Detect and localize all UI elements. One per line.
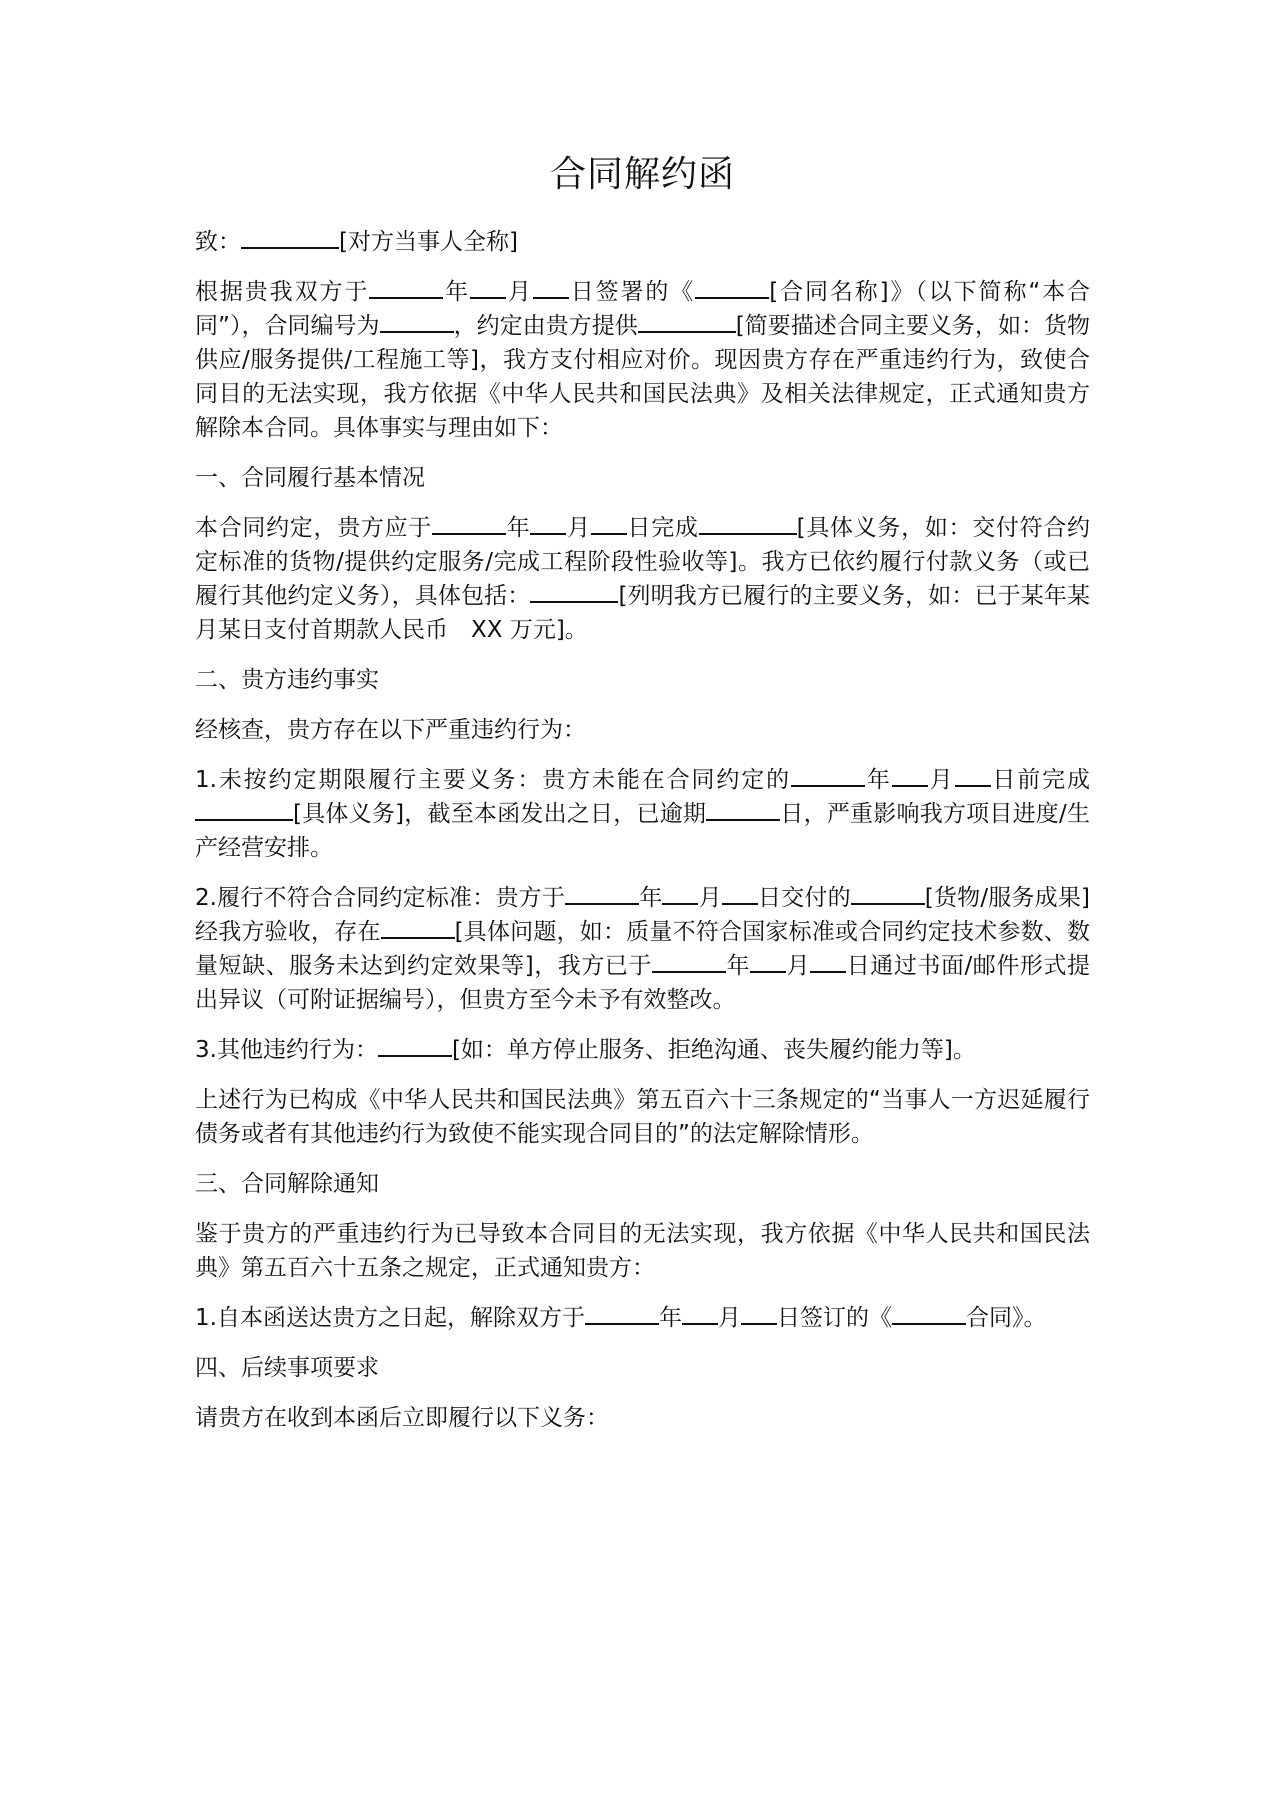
blank-year[interactable] (652, 949, 726, 973)
blank-day[interactable] (810, 949, 846, 973)
blank-day[interactable] (591, 511, 627, 535)
section2-conclusion: 上述行为已构成《中华人民共和国民法典》第五百六十三条规定的“当事人一方迟延履行债务或者有其他违约行为致使不能实现合同目的”的法定解除情形。 (195, 1087, 1090, 1147)
blank-overdue-days[interactable] (706, 797, 780, 821)
blank-day[interactable] (741, 1301, 777, 1325)
addressee-line: 致： [对方当事人全称] (195, 225, 1090, 259)
blank-year[interactable] (565, 881, 639, 905)
blank-year[interactable] (369, 275, 443, 299)
blank-month[interactable] (892, 763, 928, 787)
section3-lead: 鉴于贵方的严重违约行为已导致本合同目的无法实现，我方依据《中华人民共和国民法典》第五百六十五条之规定，正式通知贵方： (195, 1221, 1090, 1281)
breach-item-1: 1.未按约定期限履行主要义务：贵方未能在合同约定的 年 月 日前完成[具体义务]，截至本函发出之日，已逾期 日，严重影响我方项目进度/生产经营安排。 (195, 763, 1090, 865)
section-heading-2: 二、贵方违约事实 (195, 667, 379, 693)
blank-goods[interactable] (851, 881, 925, 905)
blank-month[interactable] (750, 949, 786, 973)
blank-contract-name[interactable] (695, 275, 769, 299)
blank-year[interactable] (585, 1301, 659, 1325)
section-heading-1: 一、合同履行基本情况 (195, 465, 425, 491)
blank-month[interactable] (530, 511, 566, 535)
blank-obligation[interactable] (638, 309, 736, 333)
blank-contract-name[interactable] (892, 1301, 966, 1325)
blank-obligation[interactable] (699, 511, 797, 535)
blank-contract-number[interactable] (380, 309, 454, 333)
blank-other-breach[interactable] (378, 1033, 452, 1057)
breach-item-3: 3.其他违约行为： [如：单方停止服务、拒绝沟通、丧失履约能力等]。 (195, 1033, 1090, 1067)
section2-lead: 经核查，贵方存在以下严重违约行为： (195, 717, 586, 743)
blank-obligation[interactable] (195, 797, 293, 821)
blank-year[interactable] (791, 763, 865, 787)
section-heading-4: 四、后续事项要求 (195, 1355, 379, 1381)
blank-month[interactable] (662, 881, 698, 905)
blank-day[interactable] (533, 275, 569, 299)
termination-item-1: 1.自本函送达贵方之日起，解除双方于 年 月 日签订的《 合同》。 (195, 1301, 1090, 1335)
document-page (195, 150, 1090, 1451)
blank-day[interactable] (722, 881, 758, 905)
blank-month[interactable] (682, 1301, 718, 1325)
blank-problem[interactable] (381, 915, 455, 939)
blank-day[interactable] (955, 763, 991, 787)
intro-paragraph: 根据贵我双方于 年 月 日签署的《 [合同名称]》（以下简称“本合同”），合同编号为 ，约定由贵方提供 [简要描述合同主要义务，如：货物供应/服务提供/工程施工等]，我方支付相应对价。现因贵方存在严重违约行为，致使合同目的无法实现，我方依据《中华人民共和国民法典》及相关法律规定，正式通知贵方解除本合同。具体事实与理由如下： (195, 275, 1090, 445)
section1-paragraph: 本合同约定，贵方应于 年 月 日完成 [具体义务，如：交付符合约定标准的货物/提供约定服务/完成工程阶段性验收等]。我方已依约履行付款义务（或已履行其他约定义务），具体包括： [列明我方已履行的主要义务，如：已于某年某月某日支付首期款人民币 XX 万元]。 (195, 511, 1090, 647)
section4-lead: 请贵方在收到本函后立即履行以下义务： (195, 1405, 609, 1431)
section-heading-3: 三、合同解除通知 (195, 1171, 379, 1197)
blank-performed[interactable] (530, 579, 618, 603)
addressee-blank[interactable] (241, 225, 339, 249)
document-title: 合同解约函 (549, 154, 735, 195)
breach-item-2: 2.履行不符合合同约定标准：贵方于 年 月 日交付的 [货物/服务成果]经我方验收，存在 [具体问题，如：质量不符合国家标准或合同约定技术参数、数量短缺、服务未达到约定效果等]，我方已于 年 月 日通过书面/邮件形式提出异议（可附证据编号），但贵方至今未予有效整改。 (195, 881, 1090, 1017)
blank-year[interactable] (432, 511, 506, 535)
blank-month[interactable] (470, 275, 506, 299)
